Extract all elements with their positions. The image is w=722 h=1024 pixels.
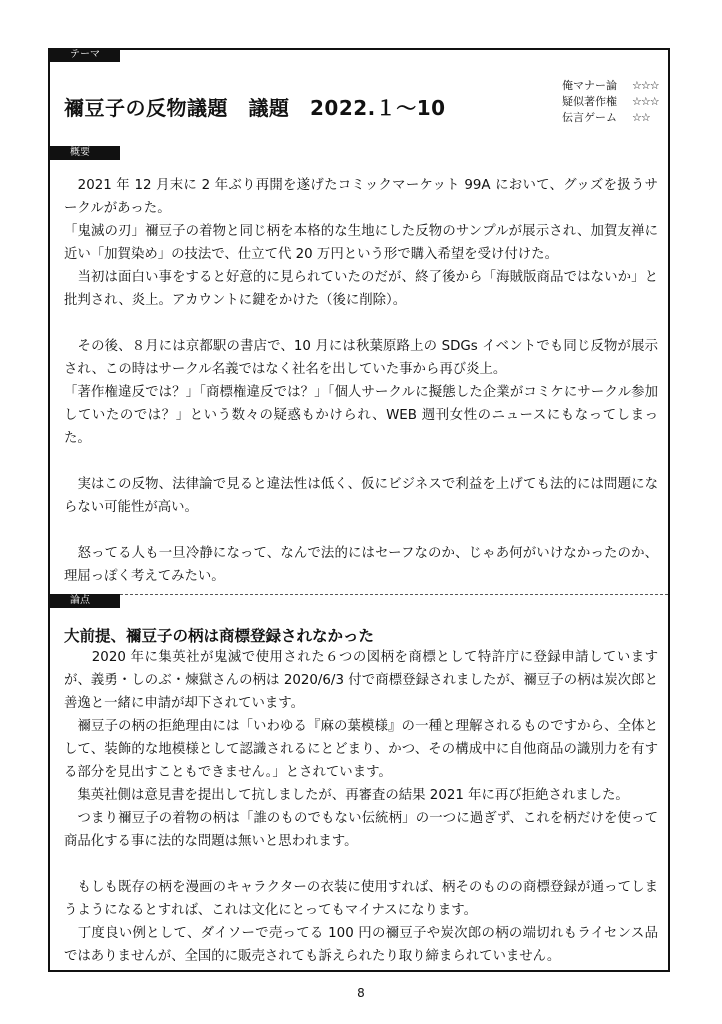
overview-label: 概要 bbox=[48, 146, 120, 160]
rating-label: 俺マナー論 bbox=[562, 79, 617, 92]
overview-paragraph: 「鬼滅の刃」禰豆子の着物と同じ柄を本格的な生地にした反物のサンプルが展示され、加賀友禅に近い「加賀染め」の技法で、仕立て代 20 万円という形で購入希望を受け付けた。 bbox=[64, 224, 658, 262]
discussion-paragraph: 2020 年に集英社が鬼滅で使用された６つの図柄を商標として特許庁に登録申請していますが、義勇・しのぶ・煉獄さんの柄は 2020/6/3 付で商標登録されましたが、禰豆子の柄は炭次郎と善逸と一緒に申請が却下されています。 bbox=[64, 650, 658, 711]
section-divider bbox=[50, 594, 668, 595]
page-number: 8 bbox=[357, 986, 365, 1000]
ratings-list bbox=[562, 78, 659, 126]
theme-label: テーマ bbox=[48, 48, 120, 62]
overview-paragraph: 「著作権違反では？」「商標権違反では？」「個人サークルに擬態した企業がコミケにサークル参加していたのでは？」という数々の疑惑もかけられ、WEB 週刊女性のニュースにもなってしまった。 bbox=[64, 385, 658, 446]
rating-label: 伝言ゲーム bbox=[562, 111, 617, 124]
section-heading: 大前提、禰豆子の柄は商標登録されなかった bbox=[64, 627, 375, 645]
overview-paragraph: 2021 年 12 月末に 2 年ぶり再開を遂げたコミックマーケット 99A において、グッズを扱うサークルがあった。 bbox=[64, 178, 658, 216]
rating-stars: ☆☆☆ bbox=[632, 79, 659, 92]
overview-paragraph: 実はこの反物、法律論で見ると違法性は低く、仮にビジネスで利益を上げても法的には問題にならない可能性が高い。 bbox=[64, 477, 658, 515]
overview-paragraph: その後、８月には京都駅の書店で、10 月には秋葉原路上の SDGs イベントでも同じ反物が展示され、この時はサークル名義ではなく社名を出していた事から再び炎上。 bbox=[64, 339, 658, 377]
discussion-paragraph: 集英社側は意見書を提出して抗しましたが、再審査の結果 2021 年に再び拒絶されました。 bbox=[64, 788, 629, 803]
discussion-paragraph: つまり禰豆子の着物の柄は「誰のものでもない伝統柄」の一つに過ぎず、これを柄だけを使って商品化する事に法的な問題は無いと思われます。 bbox=[64, 811, 658, 849]
rating-row bbox=[562, 110, 650, 126]
rating-row bbox=[562, 78, 659, 94]
overview-paragraph: 当初は面白い事をすると好意的に見られていたのだが、終了後から「海賊版商品ではないか」と批判され、炎上。アカウントに鍵をかけた（後に削除）。 bbox=[64, 270, 658, 308]
discussion-paragraph: 丁度良い例として、ダイソーで売ってる 100 円の禰豆子や炭次郎の柄の端切れもライセンス品ではありませんが、全国的に販売されても訴えられたり取り締まられていません。 bbox=[64, 926, 658, 964]
page-frame bbox=[48, 48, 670, 972]
overview-paragraph: 怒ってる人も一旦冷静になって、なんで法的にはセーフなのか、じゃあ何がいけなかったのか、理屈っぽく考えてみたい。 bbox=[64, 546, 658, 584]
rating-stars: ☆☆ bbox=[632, 111, 650, 124]
rating-label: 疑似著作権 bbox=[562, 95, 617, 108]
discussion-body bbox=[64, 646, 658, 968]
discussion-paragraph: 禰豆子の柄の拒絶理由には「いわゆる『麻の葉模様』の一種と理解されるものですから、全体として、装飾的な地模様として認識されるにとどまり、かつ、その構成中に自他商品の識別力を有する部分を見出すこともできません。」とされています。 bbox=[64, 719, 658, 780]
discussion-label: 論点 bbox=[48, 594, 120, 608]
page-title: 禰豆子の反物議題 議題 2022.１～10 bbox=[64, 96, 446, 120]
rating-row bbox=[562, 94, 659, 110]
rating-stars: ☆☆☆ bbox=[632, 95, 659, 108]
discussion-paragraph: もしも既存の柄を漫画のキャラクターの衣装に使用すれば、柄そのものの商標登録が通ってしまうようになるとすれば、これは文化にとってもマイナスになります。 bbox=[64, 880, 658, 918]
overview-body bbox=[64, 174, 658, 588]
